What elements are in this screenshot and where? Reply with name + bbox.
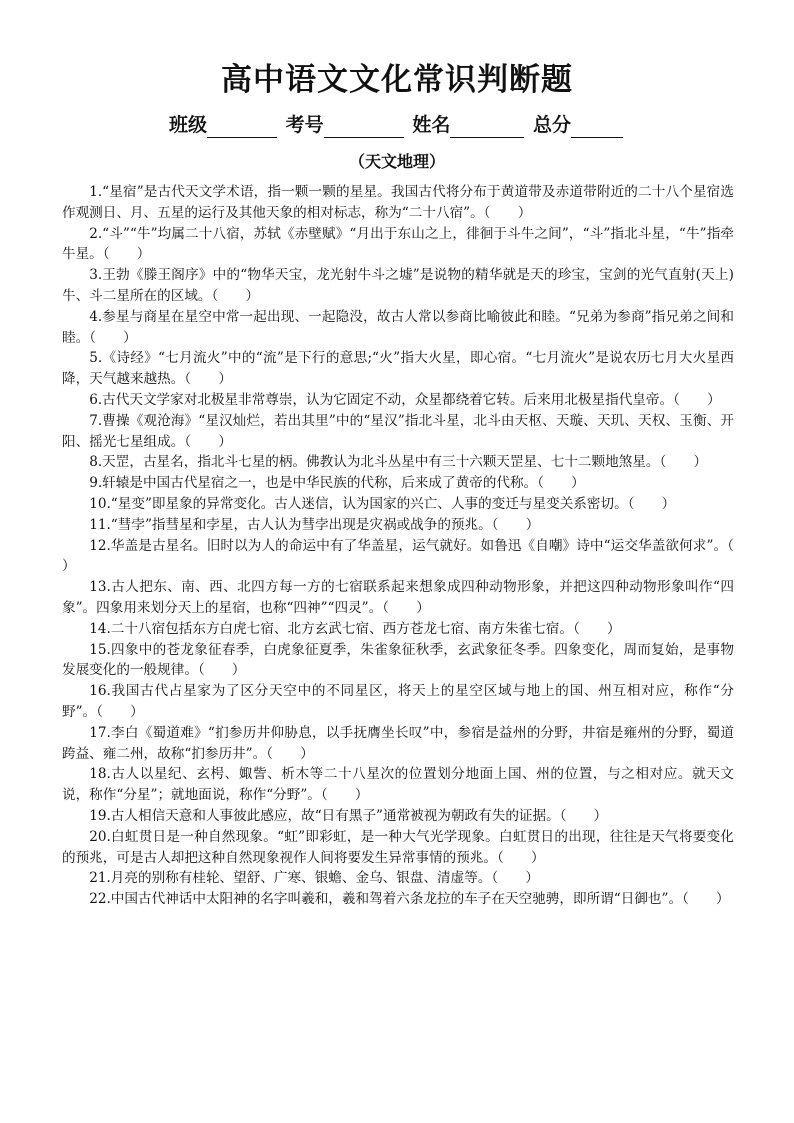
page-title: 高中语文文化常识判断题 xyxy=(221,62,573,98)
question-item: 2.“斗”“牛”均属二十八宿，苏轼《赤壁赋》“月出于东山之上，徘徊于斗牛之间”，“斗”指北斗星，“牛”指牵牛星。（ ） xyxy=(62,225,734,263)
question-list xyxy=(62,182,762,910)
question-item: 4.参星与商星在星空中常一起出现、一起隐没，故古人常以参商比喻彼此和睦。“兄弟为参商”指兄弟之间和睦。（ ） xyxy=(62,308,734,346)
question-item: 7.曹操《观沧海》“星汉灿烂，若出其里”中的“星汉”指北斗星，北斗由天枢、天璇、天玑、天权、玉衡、开阳、摇光七星组成。（ ） xyxy=(62,412,734,450)
question-item: 12.华盖是古星名。旧时以为人的命运中有了华盖星，运气就好。如鲁迅《自嘲》诗中“运交华盖欲何求”。（ ） xyxy=(62,537,762,575)
question-item: 9.轩辕是中国古代星宿之一，也是中华民族的代称，后来成了黄帝的代称。（ ） xyxy=(89,475,585,492)
exam-no-field xyxy=(286,112,406,138)
class-blank[interactable] xyxy=(207,117,277,138)
name-label: 姓名 xyxy=(412,114,451,136)
question-item: 5.《诗经》“七月流火”中的“流”是下行的意思;“火”指大火星，即心宿。“七月流火”是说农历七月大火星西降，天气越来越热。（ ） xyxy=(62,350,734,388)
name-blank[interactable] xyxy=(450,117,524,138)
question-item: 19.古人相信天意和人事彼此感应，故“日有黑子”通常被视为朝政有失的证据。（ ） xyxy=(89,807,608,824)
question-item: 15.四象中的苍龙象征春季，白虎象征夏季，朱雀象征秋季，玄武象征冬季。四象变化，周而复始，是事物发展变化的一般规律。（ ） xyxy=(62,641,734,679)
question-item: 10.“星变”即星象的异常变化。古人迷信，认为国家的兴亡、人事的变迁与星变关系密切。（ ） xyxy=(89,495,676,512)
score-label: 总分 xyxy=(532,114,571,136)
question-item: 6.古代天文学家对北极星非常尊崇，认为它固定不动，众星都绕着它转。后来用北极星指代皇帝。（ ） xyxy=(89,391,721,408)
exam-no-blank[interactable] xyxy=(324,117,404,138)
question-item: 17.李白《蜀道难》“扪参历井仰胁息，以手抚膺坐长叹”中，参宿是益州的分野，井宿是雍州的分野，蜀道跨益、雍二州，故称“扪参历井”。（ ） xyxy=(62,724,734,762)
class-label: 班级 xyxy=(169,114,208,136)
question-item: 16.我国古代占星家为了区分天空中的不同星区，将天上的星空区域与地上的国、州互相对应，称作“分野”。（ ） xyxy=(62,683,734,720)
question-item: 11.“彗孛”指彗星和孛星，古人认为彗孛出现是灾祸或战争的预兆。（ ） xyxy=(89,516,540,533)
score-blank[interactable] xyxy=(571,117,623,138)
question-item: 14.二十八宿包括东方白虎七宿、北方玄武七宿、西方苍龙七宿、南方朱雀七宿。（ ） xyxy=(89,620,621,637)
question-item: 8.天罡，古星名，指北斗七星的柄。佛教认为北斗丛星中有三十六颗天罡星、七十二颗地煞星。（ ） xyxy=(89,454,708,471)
question-item: 1.“星宿”是古代天文学术语，指一颗一颗的星星。我国古代将分布于黄道带及赤道带附近的二十八个星宿选作观测日、月、五星的运行及其他天象的相对标志，称为“二十八宿”。（ ） xyxy=(62,184,734,221)
question-item: 21.月亮的别称有桂轮、望舒、广寒、银蟾、金乌、银盘、清虚等。（ ） xyxy=(89,870,540,887)
class-field xyxy=(169,112,279,138)
question-item: 20.白虹贯日是一种自然现象。“虹”即彩虹，是一种大气光学现象。白虹贯日的出现，往往是天气将要变化的预兆，可是古人却把这种自然现象视作人间将要发生异常事情的预兆。（ ） xyxy=(62,828,734,866)
question-item: 13.古人把东、南、西、北四方每一方的七宿联系起来想象成四种动物形象，并把这四种动物形象叫作“四象”。四象用来划分天上的星宿，也称“四神”“四灵”。（ ） xyxy=(62,579,734,616)
student-info-row xyxy=(0,112,794,138)
score-field xyxy=(533,112,625,138)
name-field xyxy=(412,112,526,138)
question-item: 3.王勃《滕王阁序》中的“物华天宝，龙光射牛斗之墟”是说物的精华就是天的珍宝，宝剑的光气直射(天上)牛、斗二星所在的区域。（ ） xyxy=(62,267,734,304)
question-item: 18.古人以星纪、玄枵、娵訾、析木等二十八星次的位置划分地面上国、州的位置，与之相对应。就天文说，称作“分星”；就地面说，称作“分野”。（ ） xyxy=(62,766,734,804)
exam-no-label: 考号 xyxy=(285,114,324,136)
question-item: 22.中国古代神话中太阳神的名字叫羲和，羲和驾着六条龙拉的车子在天空驰骋，即所谓“日御也”。（ ） xyxy=(89,891,730,908)
section-title: （天文地理） xyxy=(348,152,445,171)
